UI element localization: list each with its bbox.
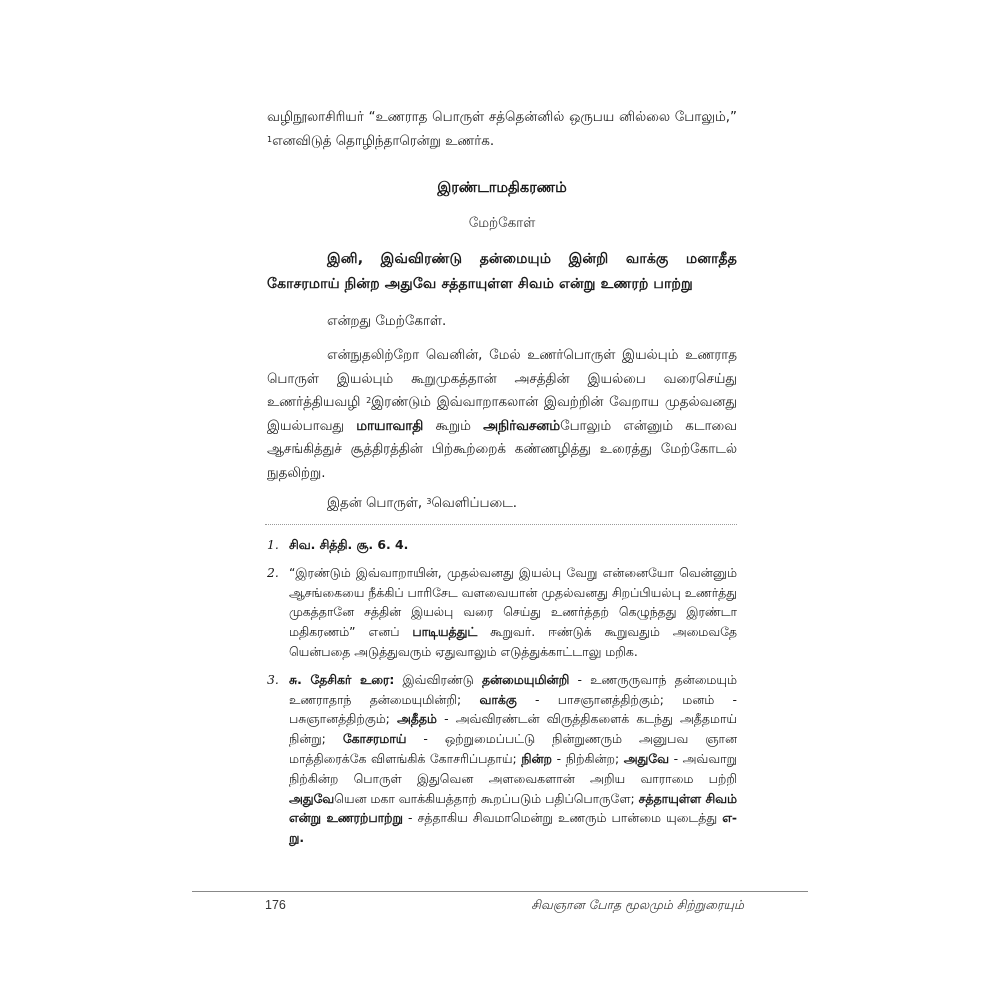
explanation-text: போலும் என்னும் கடாவை ஆசங்கித்துச் சூத்திரத்தின் பிற்கூற்றைக் கண்ணழித்து உரைத்து மேற்கோடல் நுதலிற்று. (267, 418, 737, 481)
opening-paragraph (267, 106, 737, 153)
thesis-statement: இனி, இவ்விரண்டு தன்மையும் இன்றி வாக்கு மனாதீத கோசரமாய் நின்ற அதுவே சத்தாயுள்ள சிவம் என்று உணரற் பாற்று (267, 251, 737, 292)
commentary-text: - அவ்வாறு நிற்கின்ற பொருள் இதுவென அளவைகளான் அறிய வாராமை பற்றி (289, 750, 737, 786)
commentary-term: கோசரமாய் (342, 731, 407, 747)
footnote-commentary (289, 670, 737, 848)
footnote-ref-2[interactable]: 2 (366, 396, 372, 405)
explanation-text: என்நுதலிற்றோ வெனின், மேல் உணர்பொருள் இயல்பும் உணராத பொருள் இயல்பும் கூறுமுகத்தான் அசத்தின் இயல்பை வரைசெய்து உணர்த்தியவழி (267, 348, 737, 410)
commentary-term: அதுவே (289, 790, 335, 806)
commentary-text: - நிற்கின்ற; (551, 750, 624, 766)
thesis-label: என்றது மேற்கோள். (327, 314, 447, 329)
running-title: சிவஞான போத மூலமும் சிற்றுரையும் (531, 897, 744, 912)
commentary-term: அதீதம் (397, 711, 437, 727)
commentary-text: - உணருருவாந் தன்மையும் உணராதாந் தன்மையுமின்றி; (289, 671, 737, 707)
commentary-text: யென மகா வாக்கியத்தாற் கூறப்படும் பதிப்பொருளே; (334, 790, 639, 806)
explanation-paragraph (267, 344, 737, 485)
footnote-number: 2. (267, 564, 279, 580)
term-mayavadi: மாயாவாதி (356, 418, 424, 434)
section-heading: இரண்டாமதிகரணம் (437, 180, 567, 196)
commentary-text: - ஒற்றுமைப்பட்டு நின்றுணரும் அனுபவ ஞான மாத்திரைக்கே விளங்கிக் கோசரிப்பதாய்; (289, 731, 737, 766)
footer-rule (192, 891, 808, 892)
meaning-text: இதன் பொருள், (327, 496, 427, 511)
commentary-term: அதுவே (623, 750, 669, 766)
footnote-2 (267, 563, 737, 662)
term-padiyam: பாடியத்துட் (412, 624, 478, 640)
footnote-number: 1. (267, 537, 279, 552)
meaning-line (267, 492, 737, 516)
page-number: 176 (265, 898, 286, 912)
term-anirvachanam: அநிர்வசனம் (483, 418, 561, 434)
footnote-text: “இரண்டும் இவ்வாறாயின், முதல்வனது இயல்பு வேறு என்னையோ வென்னும் ஆசங்கையை நீக்கிப் பாரிசேட வளவையான் முதல்வனது சிறப்பியல்பு உணர்த்து முகத்தானே சத்தின் இயல்பு வரை செய்து உணர்த்தற் கெழுந்தது இரண்டா மதிகரணம்” எனப் (289, 564, 737, 640)
footnote-3 (267, 670, 737, 848)
explanation-text: இரண்டும் இவ்வாறாகலான் இவற்றின் வேறாய முதல்வனது இயல்பாவது (267, 395, 737, 434)
opening-text-end: எனவிடுத் தொழிந்தாரென்று உணர்க. (272, 133, 495, 149)
footnote-ref-1[interactable]: 1 (267, 134, 273, 144)
footnote-ref-3[interactable]: 3 (426, 497, 432, 506)
footnote-citation: சிவ. சித்தி. சூ. 6. 4. (289, 537, 409, 552)
footnotes (267, 535, 737, 856)
commentary-term: தன்மையுமின்றி (481, 671, 570, 687)
commentary-text: - பாசஞானத்திற்கும்; மனம் - பசுஞானத்திற்கும்; (289, 691, 737, 727)
commentary-text: - அவ்விரண்டன் விருத்திகளைக் கடந்து அதீதமாய் நின்று; (289, 711, 737, 747)
footnote-number: 3. (267, 671, 279, 687)
commentary-term: சு. தேசிகர் உரை: (289, 671, 395, 687)
commentary-term: நின்ற (521, 750, 552, 766)
commentary-text: - சத்தாகிய சிவமாமென்று உணரும் பான்மை யுடைத்து (402, 810, 723, 826)
sub-heading: மேற்கோள் (468, 216, 536, 231)
commentary-text: இவ்விரண்டு (394, 671, 482, 687)
commentary-term: வாக்கு (479, 691, 517, 707)
footnote-separator (265, 524, 737, 525)
footnote-text: கூறுவர். ஈண்டுக் கூறுவதும் அமைவதே யென்பதை அடுத்துவரும் ஏதுவாலும் எடுத்துக்காட்டாலு மறிக. (289, 624, 737, 659)
explanation-text: கூறும் (423, 418, 484, 434)
footnote-1 (267, 535, 737, 555)
meaning-text: வெளிப்படை. (431, 496, 518, 511)
commentary-term: எ-று. (289, 810, 738, 846)
commentary-term: சத்தாயுள்ள சிவம் என்று உணரற்பாற்று (289, 790, 737, 826)
opening-text: வழிநூலாசிரியர் “உணராத பொருள் சத்தென்னில் ஒருபய னில்லை போலும்,” (267, 110, 737, 125)
